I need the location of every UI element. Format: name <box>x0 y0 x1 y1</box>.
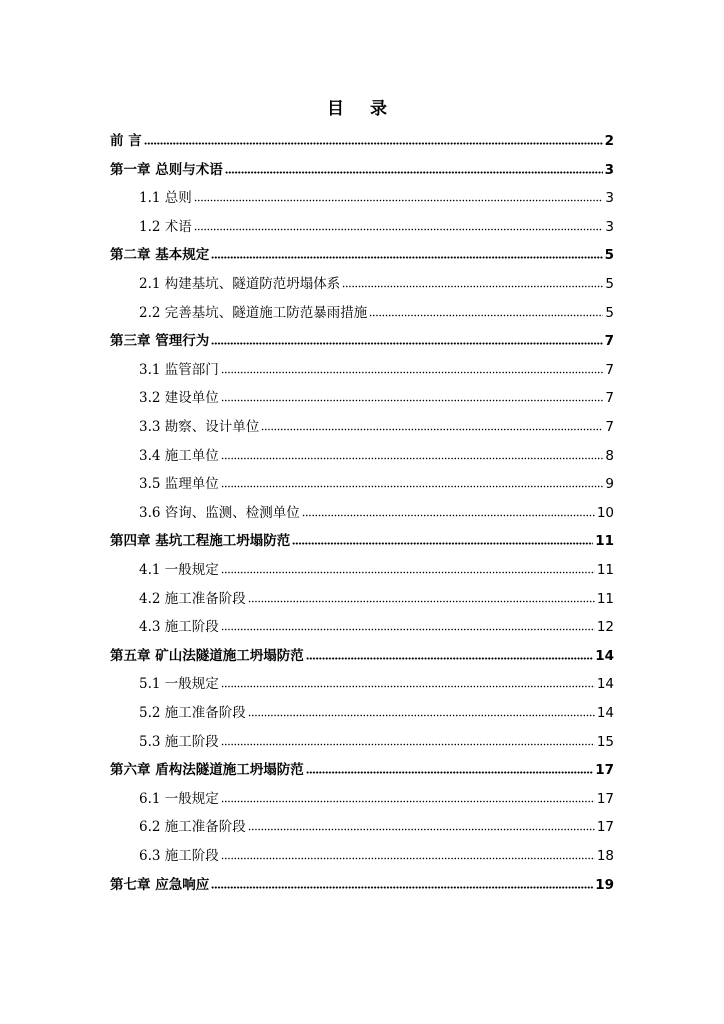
toc-section-entry[interactable] <box>139 699 614 721</box>
toc-entry-page-number: 14 <box>595 647 614 664</box>
toc-section-entry[interactable] <box>139 384 614 406</box>
toc-entry-page-number: 19 <box>595 876 614 893</box>
toc-section-entry[interactable] <box>139 213 614 235</box>
dot-leader <box>261 428 603 431</box>
toc-entry-label: 4.3 施工阶段 <box>139 619 219 636</box>
toc-entry-label: 3.4 施工单位 <box>139 447 219 464</box>
toc-entry-label: 第五章 矿山法隧道施工坍塌防范 <box>110 647 304 664</box>
toc-entry-label: 第四章 基坑工程施工坍塌防范 <box>110 533 291 550</box>
toc-section-entry[interactable] <box>139 813 614 835</box>
toc-entry-label: 3.2 建设单位 <box>139 390 219 407</box>
dot-leader <box>221 371 604 374</box>
dot-leader <box>194 228 604 231</box>
dot-leader <box>306 657 594 660</box>
toc-entry-page-number: 11 <box>596 562 614 578</box>
dot-leader <box>144 142 603 145</box>
toc-entry-label: 3.1 监管部门 <box>139 361 219 378</box>
dot-leader <box>342 285 603 288</box>
dot-leader <box>221 743 595 746</box>
toc-section-entry[interactable] <box>139 842 614 864</box>
toc-section-entry[interactable] <box>139 270 614 292</box>
toc-chapter-entry[interactable] <box>110 327 614 349</box>
toc-chapter-entry[interactable] <box>110 241 614 263</box>
dot-leader <box>221 399 604 402</box>
toc-entry-label: 4.2 施工准备阶段 <box>139 590 246 607</box>
toc-section-entry[interactable] <box>139 556 614 578</box>
dot-leader <box>221 685 595 688</box>
toc-section-entry[interactable] <box>139 728 614 750</box>
toc-entry-label: 5.2 施工准备阶段 <box>139 705 246 721</box>
toc-entry-label: 3.6 咨询、监测、检测单位 <box>139 504 300 521</box>
dot-leader <box>211 342 602 345</box>
toc-entry-page-number: 9 <box>605 476 614 493</box>
toc-entry-label: 5.1 一般规定 <box>139 676 219 693</box>
toc-entry-label: 1.2 术语 <box>139 218 192 235</box>
dot-leader <box>306 771 594 774</box>
toc-entry-page-number: 3 <box>605 190 614 207</box>
toc-chapter-entry[interactable] <box>110 527 614 549</box>
toc-section-entry[interactable] <box>139 613 614 635</box>
toc-entry-page-number: 5 <box>605 276 614 292</box>
dot-leader <box>221 857 595 860</box>
toc-chapter-entry[interactable] <box>110 871 614 893</box>
dot-leader <box>211 886 593 889</box>
toc-entry-label: 6.3 施工阶段 <box>139 848 219 864</box>
dot-leader <box>211 256 602 259</box>
dot-leader <box>221 457 604 460</box>
toc-entry-page-number: 7 <box>604 333 614 350</box>
toc-entry-page-number: 3 <box>605 218 614 235</box>
toc-entry-page-number: 3 <box>604 161 614 178</box>
toc-section-entry[interactable] <box>139 670 614 692</box>
toc-entry-page-number: 17 <box>595 762 614 779</box>
toc-entry-label: 4.1 一般规定 <box>139 562 219 578</box>
dot-leader <box>225 171 603 174</box>
dot-leader <box>221 800 595 803</box>
toc-section-entry[interactable] <box>139 585 614 607</box>
toc-entry-label: 前 言 <box>110 133 142 149</box>
dot-leader <box>194 199 604 202</box>
toc-entry-label: 2.1 构建基坑、隧道防范坍塌体系 <box>139 276 341 292</box>
toc-entry-label: 6.2 施工准备阶段 <box>139 819 246 836</box>
dot-leader <box>221 628 595 631</box>
toc-entry-page-number: 5 <box>604 247 614 264</box>
toc-entry-label: 3.3 勘察、设计单位 <box>139 419 260 435</box>
toc-section-entry[interactable] <box>139 184 614 206</box>
toc-entry-page-number: 18 <box>596 848 614 864</box>
toc-section-entry[interactable] <box>139 413 614 435</box>
toc-entry-label: 第二章 基本规定 <box>110 247 210 264</box>
toc-entry-label: 3.5 监理单位 <box>139 476 219 493</box>
toc-entry-page-number: 5 <box>605 304 614 321</box>
toc-entry-label: 1.1 总则 <box>139 190 192 207</box>
dot-leader <box>302 514 595 517</box>
toc-entry-page-number: 7 <box>605 419 614 435</box>
toc-chapter-entry[interactable] <box>110 156 614 178</box>
dot-leader <box>221 485 604 488</box>
toc-entry-label: 第七章 应急响应 <box>110 876 210 893</box>
toc-section-entry[interactable] <box>139 299 614 321</box>
toc-entry-page-number: 12 <box>596 619 614 636</box>
toc-title: 目 录 <box>327 99 397 119</box>
toc-section-entry[interactable] <box>139 442 614 464</box>
toc-entry-page-number: 14 <box>596 676 614 693</box>
dot-leader <box>248 828 595 831</box>
dot-leader <box>248 600 595 603</box>
toc-section-entry[interactable] <box>139 785 614 807</box>
toc-chapter-entry[interactable] <box>110 127 614 149</box>
toc-entry-page-number: 2 <box>604 133 614 149</box>
toc-entry-label: 2.2 完善基坑、隧道施工防范暴雨措施 <box>139 304 368 321</box>
toc-entry-page-number: 17 <box>596 819 614 836</box>
toc-entry-label: 第三章 管理行为 <box>110 333 210 350</box>
toc-entry-page-number: 8 <box>605 447 614 464</box>
dot-leader <box>221 571 595 574</box>
toc-entry-page-number: 7 <box>605 361 614 378</box>
toc-entry-label: 6.1 一般规定 <box>139 790 219 807</box>
toc-section-entry[interactable] <box>139 470 614 492</box>
toc-section-entry[interactable] <box>139 499 614 521</box>
dot-leader <box>369 314 603 317</box>
dot-leader <box>248 714 595 717</box>
toc-entry-label: 5.3 施工阶段 <box>139 733 219 750</box>
toc-entry-page-number: 15 <box>596 733 614 750</box>
toc-entry-page-number: 7 <box>605 390 614 407</box>
toc-entry-page-number: 17 <box>596 790 614 807</box>
toc-chapter-entry[interactable] <box>110 642 614 664</box>
toc-entry-label: 第一章 总则与术语 <box>110 161 223 178</box>
toc-chapter-entry[interactable] <box>110 756 614 778</box>
toc-entry-page-number: 11 <box>595 533 614 550</box>
toc-entry-page-number: 10 <box>596 504 614 521</box>
toc-entry-page-number: 14 <box>596 705 614 721</box>
toc-section-entry[interactable] <box>139 356 614 378</box>
toc-entry-label: 第六章 盾构法隧道施工坍塌防范 <box>110 762 304 779</box>
dot-leader <box>292 542 593 545</box>
toc-entry-page-number: 11 <box>596 590 614 607</box>
